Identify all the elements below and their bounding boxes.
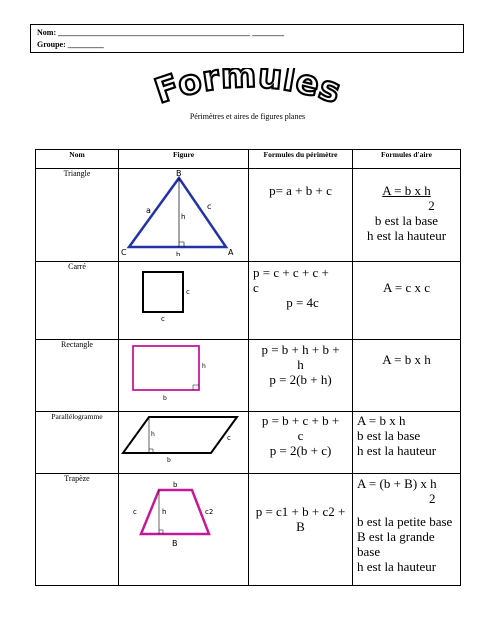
row-name: Carré bbox=[36, 262, 119, 340]
perimeter-cell bbox=[249, 340, 353, 412]
area-note-height: h est la hauteur bbox=[366, 228, 447, 243]
page-subtitle: Périmètres et aires de figures planes bbox=[189, 112, 306, 121]
label-B: B bbox=[172, 539, 178, 548]
trapezoid-figure bbox=[119, 474, 249, 580]
col-header-nom: Nom bbox=[36, 150, 119, 169]
area-note-height: h est la hauteur bbox=[357, 443, 437, 458]
perimeter-formula-cont: c bbox=[297, 428, 304, 443]
figure-cell bbox=[119, 474, 249, 586]
perimeter-formula: p = c + c + c + bbox=[253, 265, 329, 280]
area-cell bbox=[353, 169, 461, 262]
table-row-carre bbox=[36, 262, 461, 340]
table-row-rectangle bbox=[36, 340, 461, 412]
area-note-large-base: B est la grande bbox=[357, 529, 435, 544]
label-c: c bbox=[207, 202, 212, 211]
perimeter-formula-short: p = 2(b + h) bbox=[269, 372, 332, 387]
row-name: Triangle bbox=[36, 169, 119, 262]
area-cell bbox=[353, 474, 461, 586]
row-name: Trapèze bbox=[36, 474, 119, 586]
perimeter-formula: p = c1 + b + c2 + bbox=[255, 504, 346, 519]
label-c2: c2 bbox=[205, 508, 214, 516]
perimeter-formula-short: p = 4c bbox=[286, 295, 319, 310]
area-formula: A = c x c bbox=[382, 280, 431, 295]
perimeter-cell bbox=[249, 474, 353, 586]
formula-table bbox=[35, 149, 461, 586]
label-h: h bbox=[151, 431, 155, 438]
perimeter-formula-cont: c bbox=[253, 280, 259, 295]
table-row-parallelogramme bbox=[36, 412, 461, 474]
label-C: C bbox=[121, 248, 127, 256]
col-header-perimetre: Formules du périmètre bbox=[249, 150, 353, 169]
table-row-triangle bbox=[36, 169, 461, 262]
area-note-base: b est la base bbox=[374, 213, 439, 228]
row-name: Rectangle bbox=[36, 340, 119, 412]
rectangle-figure bbox=[119, 340, 249, 406]
figure-cell bbox=[119, 262, 249, 340]
perimeter-cell bbox=[249, 169, 353, 262]
area-note-base: b est la base bbox=[357, 428, 421, 443]
figure-cell bbox=[119, 412, 249, 474]
page-title: Formules bbox=[149, 68, 347, 113]
area-note-large-base-cont: base bbox=[357, 544, 381, 559]
perimeter-formula-short: p = 2(b + c) bbox=[269, 443, 332, 458]
label-B: B bbox=[176, 169, 182, 178]
label-c: c bbox=[133, 508, 137, 516]
label-b: b bbox=[173, 481, 178, 489]
area-formula: A = (b + B) x h bbox=[357, 476, 437, 491]
area-denominator: 2 bbox=[428, 198, 435, 213]
area-note-height: h est la hauteur bbox=[357, 559, 437, 574]
label-h: h bbox=[181, 213, 186, 221]
perimeter-formula: p = b + h + b + bbox=[261, 342, 340, 357]
area-cell bbox=[353, 340, 461, 412]
perimeter-formula-cont: h bbox=[297, 357, 304, 372]
area-formula: A = b x h bbox=[357, 413, 406, 428]
label-A: A bbox=[228, 248, 234, 256]
area-denominator: 2 bbox=[429, 491, 436, 506]
area-formula: A = b x h bbox=[382, 352, 431, 367]
row-name: Parallélogramme bbox=[36, 412, 119, 474]
label-b: b bbox=[167, 457, 171, 464]
figure-cell bbox=[119, 340, 249, 412]
perimeter-cell bbox=[249, 262, 353, 340]
svg-text:Formules bbox=[150, 68, 346, 112]
label-b: b bbox=[176, 251, 181, 256]
label-h: h bbox=[162, 508, 167, 516]
table-row-trapeze bbox=[36, 474, 461, 586]
area-cell bbox=[353, 262, 461, 340]
student-info-box bbox=[30, 24, 464, 53]
label-c-side: c bbox=[186, 288, 190, 296]
perimeter-formula-cont: B bbox=[296, 519, 305, 534]
parallelogram-figure bbox=[119, 412, 249, 468]
label-h: h bbox=[202, 363, 206, 370]
col-header-aire: Formules d'aire bbox=[353, 150, 461, 169]
col-header-figure: Figure bbox=[119, 150, 249, 169]
table-header-row bbox=[36, 150, 461, 169]
label-b: b bbox=[163, 395, 167, 402]
perimeter-formula: p= a + b + c bbox=[269, 183, 332, 198]
nom-line: Nom: ________________________________________________ ________ bbox=[37, 28, 285, 37]
area-note-small-base: b est la petite base bbox=[357, 514, 453, 529]
label-a: a bbox=[146, 206, 151, 215]
figure-cell bbox=[119, 169, 249, 262]
triangle-figure bbox=[119, 169, 249, 256]
area-formula: A = b x h bbox=[382, 183, 431, 198]
label-c-bottom: c bbox=[161, 315, 165, 323]
label-c: c bbox=[227, 434, 231, 442]
perimeter-cell bbox=[249, 412, 353, 474]
area-cell bbox=[353, 412, 461, 474]
groupe-line: Groupe: _________ bbox=[37, 40, 104, 49]
square-figure bbox=[119, 262, 249, 334]
perimeter-formula: p = b + c + b + bbox=[261, 413, 340, 428]
